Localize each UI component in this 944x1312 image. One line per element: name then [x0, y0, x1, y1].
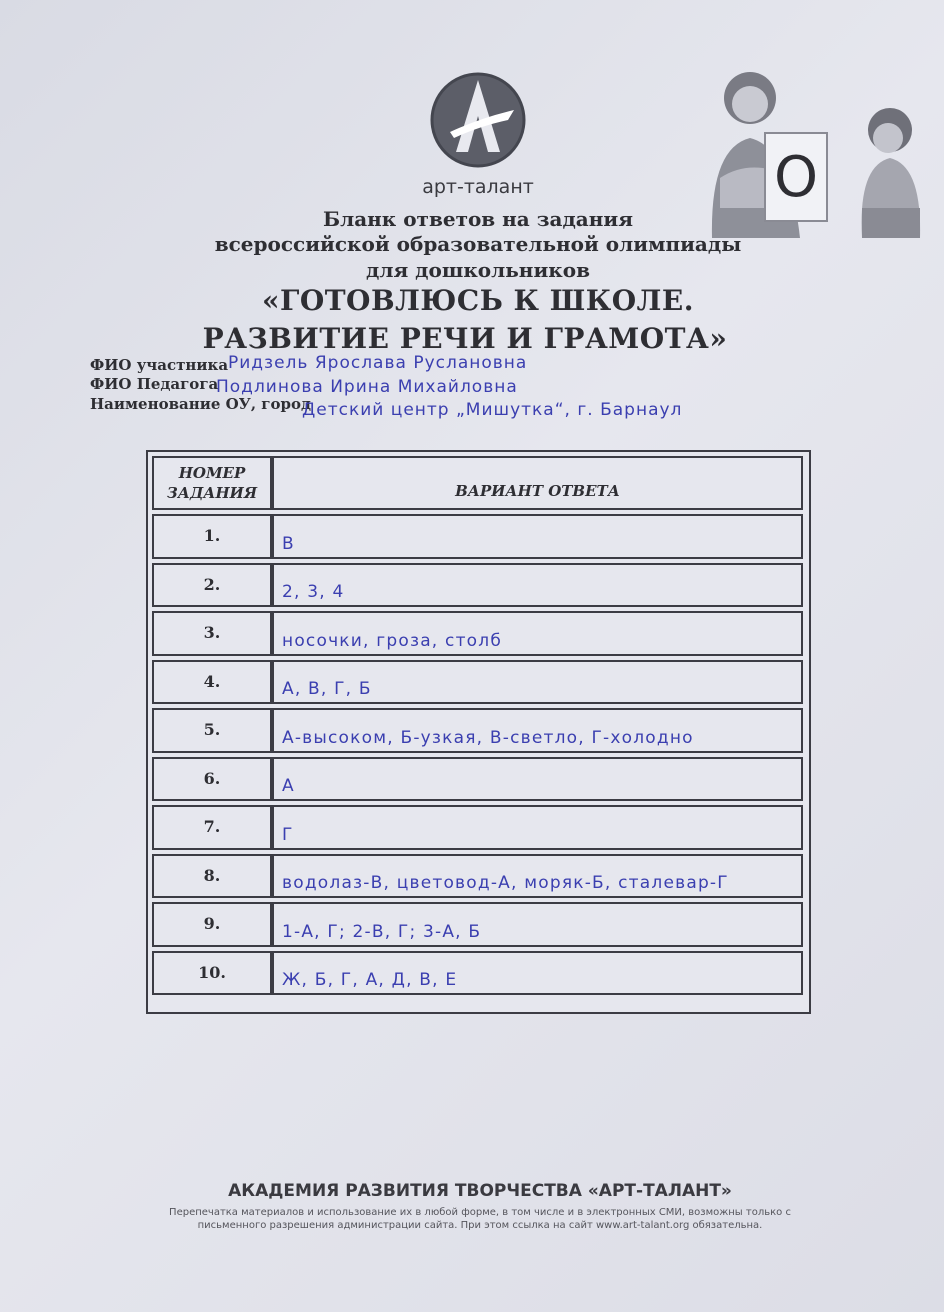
footer-copyright-line-2: письменного разрешения администрации сайта. При этом ссылка на сайт www.art-talant.org обязательна.	[197, 1220, 763, 1231]
answers-table	[146, 450, 811, 1014]
card-letter: О	[773, 145, 819, 210]
olympiad-title-1: «ГОТОВЛЮСЬ К ШКОЛЕ.	[262, 284, 694, 317]
task-number: 3.	[203, 623, 221, 642]
task-number: 8.	[203, 865, 221, 885]
handwritten-answer: Ж, Б, Г, А, Д, В, Е	[282, 970, 458, 990]
olympiad-title-2: РАЗВИТИЕ РЕЧИ И ГРАМОТА»	[202, 322, 728, 355]
heading-line-1: Бланк ответов на задания	[323, 207, 633, 231]
task-number: 4.	[203, 671, 221, 691]
task-number-cell	[152, 660, 272, 705]
handwritten-answer: А, В, Г, Б	[282, 679, 372, 699]
answer-cell	[272, 611, 803, 656]
answer-column-header	[272, 456, 803, 510]
task-number: 5.	[203, 720, 221, 739]
answer-cell	[272, 660, 803, 705]
heading-line-3: для дошкольников	[366, 258, 590, 282]
art-talant-logo	[428, 70, 528, 170]
organization-label: Наименование ОУ, город	[90, 395, 311, 413]
task-number-cell	[152, 708, 272, 753]
number-header-line-2: ЗАДАНИЯ	[166, 484, 258, 502]
answer-cell	[272, 854, 803, 899]
task-number: 10.	[198, 962, 226, 982]
number-column-header	[152, 456, 272, 510]
participant-label: ФИО участника	[90, 356, 229, 374]
handwritten-answer: А	[282, 776, 295, 796]
number-header-line-1: НОМЕР	[178, 464, 246, 482]
task-number-cell	[152, 611, 272, 656]
task-number-cell	[152, 854, 272, 899]
task-number-cell	[152, 514, 272, 559]
handwritten-answer: 2, 3, 4	[282, 582, 345, 602]
handwritten-answer: носочки, гроза, столб	[282, 630, 503, 651]
answer-header-text: ВАРИАНТ ОТВЕТА	[455, 482, 620, 500]
task-number-cell	[152, 563, 272, 608]
task-number-cell	[152, 951, 272, 996]
footer-copyright-line-1: Перепечатка материалов и использование их в любой форме, в том числе и в электронных СМИ, возможны только с	[169, 1207, 791, 1218]
task-number-cell	[152, 805, 272, 850]
participant-value: Ридзель Ярослава Руслановна	[228, 353, 528, 373]
heading-line-2: всероссийской образовательной олимпиады	[214, 232, 742, 256]
answer-cell	[272, 902, 803, 947]
answer-cell	[272, 951, 803, 996]
teacher-value: Подлинова Ирина Михайловна	[216, 377, 518, 397]
handwritten-answer: А-высоком, Б-узкая, В-светло, Г-холодно	[282, 727, 694, 748]
answer-cell	[272, 514, 803, 559]
teacher-label: ФИО Педагога	[90, 375, 219, 393]
task-number: 2.	[203, 574, 221, 594]
answer-cell	[272, 757, 803, 802]
answer-cell	[272, 563, 803, 608]
task-number: 7.	[203, 817, 221, 836]
answer-cell	[272, 708, 803, 753]
task-number: 1.	[203, 526, 221, 545]
footer-title: АКАДЕМИЯ РАЗВИТИЯ ТВОРЧЕСТВА «АРТ-ТАЛАНТ»	[228, 1181, 732, 1201]
task-number: 9.	[203, 914, 221, 933]
handwritten-answer: водолаз-В, цветовод-А, моряк-Б, сталевар-Г	[282, 873, 729, 893]
organization-value: Детский центр „Мишутка“, г. Барнаул	[302, 400, 683, 420]
task-number-cell	[152, 902, 272, 947]
brand-name: арт-талант	[422, 176, 534, 198]
handwritten-answer: В	[282, 533, 295, 554]
answer-cell	[272, 805, 803, 850]
task-number-cell	[152, 757, 272, 802]
task-number: 6.	[203, 768, 221, 788]
handwritten-answer: Г	[282, 824, 294, 845]
handwritten-answer: 1-А, Г; 2-В, Г; 3-А, Б	[282, 921, 482, 942]
